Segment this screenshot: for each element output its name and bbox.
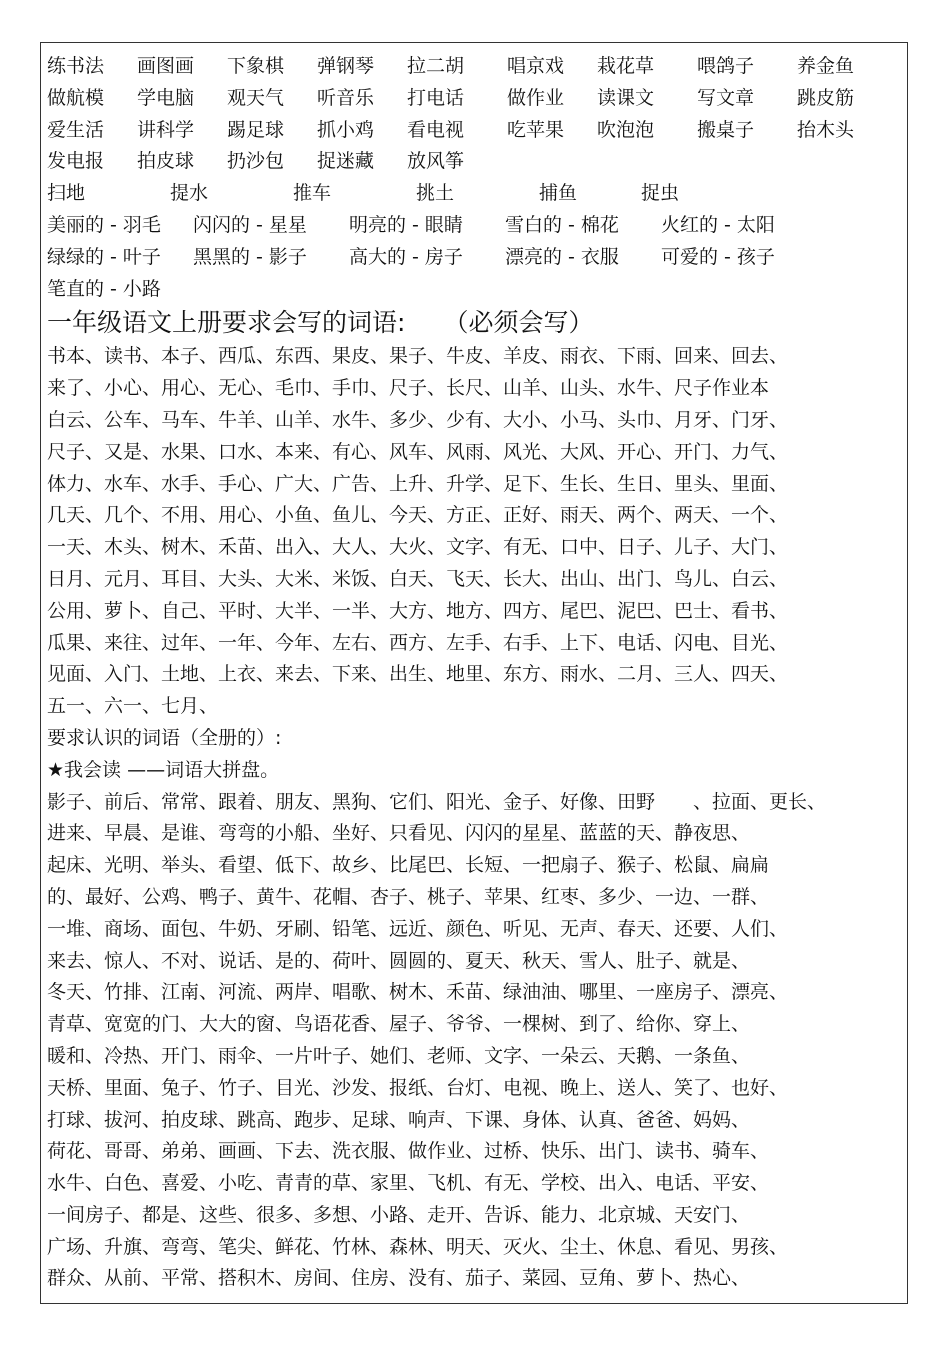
write-word-line: 体力、水车、水手、手心、广大、广告、上升、升学、足下、生长、生日、里头、里面、 bbox=[47, 472, 789, 495]
activity-word: 搬桌子 bbox=[697, 118, 755, 141]
write-word-line: 几天、几个、不用、用心、小鱼、鱼儿、今天、方正、正好、雨天、两个、两天、一个、 bbox=[47, 504, 789, 527]
activity-word: 讲科学 bbox=[137, 118, 195, 141]
recognize-word-list bbox=[47, 787, 903, 1296]
phrase-pair: 漂亮的 - 衣服 bbox=[505, 245, 619, 268]
activity-word: 拉二胡 bbox=[407, 55, 465, 77]
pair-row bbox=[47, 210, 903, 242]
adjective-noun-pairs bbox=[47, 210, 903, 305]
recognize-word-line: 青草、宽宽的门、大大的窗、鸟语花香、屋子、爷爷、一棵树、到了、给你、穿上、 bbox=[47, 1013, 751, 1036]
write-word-line: 五一、六一、七月、 bbox=[47, 695, 219, 718]
activity-word: 爱生活 bbox=[47, 118, 105, 141]
recognize-section-subtitle: ★我会读 ——词语大拼盘。 bbox=[47, 758, 280, 781]
activity-word: 喂鸽子 bbox=[697, 55, 755, 77]
phrase-pair: 美丽的 - 羽毛 bbox=[47, 213, 161, 236]
activity-word-grid bbox=[47, 51, 903, 178]
verb-word: 提水 bbox=[170, 182, 209, 205]
write-word-line: 尺子、又是、水果、口水、本来、有心、风车、风雨、风光、大风、开心、开门、力气、 bbox=[47, 440, 789, 463]
activity-word: 看电视 bbox=[407, 118, 465, 141]
activity-word: 练书法 bbox=[47, 55, 105, 77]
write-section-heading bbox=[47, 305, 903, 341]
verb-word: 捕鱼 bbox=[539, 182, 578, 205]
phrase-pair: 黑黑的 - 影子 bbox=[193, 245, 307, 268]
activity-word: 写文章 bbox=[697, 86, 755, 109]
recognize-word-line: 一堆、商场、面包、牛奶、牙刷、铅笔、远近、颜色、听见、无声、春天、还要、人们、 bbox=[47, 917, 789, 940]
recognize-word-line: 影子、前后、常常、跟着、朋友、黑狗、它们、阳光、金子、好像、田野 、拉面、更长、 bbox=[47, 790, 827, 813]
activity-word: 读课文 bbox=[597, 86, 655, 109]
activity-row bbox=[47, 83, 903, 115]
recognize-word-line: 打球、拔河、拍皮球、跳高、跑步、足球、响声、下课、身体、认真、爸爸、妈妈、 bbox=[47, 1108, 751, 1131]
verb-word: 推车 bbox=[293, 182, 332, 205]
activity-word: 拍皮球 bbox=[137, 150, 195, 173]
activity-word: 观天气 bbox=[227, 86, 285, 109]
pair-row bbox=[47, 274, 903, 306]
phrase-pair: 火红的 - 太阳 bbox=[661, 213, 775, 236]
recognize-word-line: 起床、光明、举头、看望、低下、故乡、比尾巴、长短、一把扇子、猴子、松鼠、扁扁 bbox=[47, 854, 770, 877]
write-word-line: 见面、入门、土地、上衣、来去、下来、出生、地里、东方、雨水、二月、三人、四天、 bbox=[47, 663, 789, 686]
write-word-line: 书本、读书、本子、西瓜、东西、果皮、果子、牛皮、羊皮、雨衣、下雨、回来、回去、 bbox=[47, 345, 789, 368]
pair-row bbox=[47, 242, 903, 274]
activity-word: 养金鱼 bbox=[797, 55, 855, 77]
phrase-pair: 雪白的 - 棉花 bbox=[505, 213, 619, 236]
activity-word: 发电报 bbox=[47, 150, 105, 173]
activity-word: 听音乐 bbox=[317, 86, 375, 109]
phrase-pair: 闪闪的 - 星星 bbox=[193, 213, 307, 236]
recognize-word-line: 水牛、白色、喜爱、小吃、青青的草、家里、飞机、有无、学校、出入、电话、平安、 bbox=[47, 1172, 770, 1195]
activity-word: 捉迷藏 bbox=[317, 150, 375, 173]
verb-word: 捉虫 bbox=[641, 182, 680, 205]
recognize-section-title: 要求认识的词语（全册的）: bbox=[47, 726, 282, 749]
phrase-pair: 可爱的 - 孩子 bbox=[661, 245, 775, 268]
recognize-word-line: 进来、早晨、是谁、弯弯的小船、坐好、只看见、闪闪的星星、蓝蓝的天、静夜思、 bbox=[47, 822, 751, 845]
verb-word-row bbox=[47, 178, 903, 210]
activity-word: 抓小鸡 bbox=[317, 118, 375, 141]
write-word-line: 日月、元月、耳目、大头、大米、米饭、白天、飞天、长大、出山、出门、鸟儿、白云、 bbox=[47, 567, 789, 590]
write-word-line: 白云、公车、马车、牛羊、山羊、水牛、多少、少有、大小、小马、头巾、月牙、门牙、 bbox=[47, 408, 789, 431]
verb-word: 扫地 bbox=[47, 182, 86, 205]
activity-word: 做作业 bbox=[507, 86, 565, 109]
activity-word: 下象棋 bbox=[227, 55, 285, 77]
recognize-word-line: 群众、从前、平常、搭积木、房间、住房、没有、茄子、菜园、豆角、萝卜、热心、 bbox=[47, 1267, 751, 1290]
activity-word: 抬木头 bbox=[797, 118, 855, 141]
write-word-line: 瓜果、来往、过年、一年、今年、左右、西方、左手、右手、上下、电话、闪电、目光、 bbox=[47, 631, 789, 654]
write-section-title: 一年级语文上册要求会写的词语: bbox=[47, 308, 406, 338]
phrase-pair: 高大的 - 房子 bbox=[349, 245, 463, 268]
document-content bbox=[47, 51, 903, 1295]
recognize-word-line: 荷花、哥哥、弟弟、画画、下去、洗衣服、做作业、过桥、快乐、出门、读书、骑车、 bbox=[47, 1140, 770, 1163]
activity-row bbox=[47, 115, 903, 147]
recognize-word-line: 的、最好、公鸡、鸭子、黄牛、花帽、杏子、桃子、苹果、红枣、多少、一边、一群、 bbox=[47, 885, 770, 908]
recognize-word-line: 天桥、里面、兔子、竹子、目光、沙发、报纸、台灯、电视、晚上、送人、笑了、也好、 bbox=[47, 1076, 789, 1099]
recognize-word-line: 一间房子、都是、这些、很多、多想、小路、走开、告诉、能力、北京城、天安门、 bbox=[47, 1203, 751, 1226]
phrase-pair: 绿绿的 - 叶子 bbox=[47, 245, 161, 268]
write-section-note: （必须会写） bbox=[443, 308, 594, 338]
recognize-word-line: 来去、惊人、不对、说话、是的、荷叶、圆圆的、夏天、秋天、雪人、肚子、就是、 bbox=[47, 949, 751, 972]
activity-word: 画图画 bbox=[137, 55, 195, 77]
recognize-word-line: 暖和、冷热、开门、雨伞、一片叶子、她们、老师、文字、一朵云、天鹅、一条鱼、 bbox=[47, 1044, 751, 1067]
write-word-line: 来了、小心、用心、无心、毛巾、手巾、尺子、长尺、山羊、山头、水牛、尺子作业本 bbox=[47, 377, 770, 400]
activity-word: 吃苹果 bbox=[507, 118, 565, 141]
activity-word: 踢足球 bbox=[227, 118, 285, 141]
activity-word: 弹钢琴 bbox=[317, 55, 375, 77]
write-word-line: 一天、木头、树木、禾苗、出入、大人、大火、文字、有无、口中、日子、儿子、大门、 bbox=[47, 536, 789, 559]
activity-word: 扔沙包 bbox=[227, 150, 285, 173]
activity-word: 做航模 bbox=[47, 86, 105, 109]
activity-row bbox=[47, 51, 903, 83]
activity-word: 唱京戏 bbox=[507, 55, 565, 77]
phrase-pair: 笔直的 - 小路 bbox=[47, 277, 161, 300]
activity-word: 栽花草 bbox=[597, 55, 655, 77]
activity-row bbox=[47, 146, 903, 178]
document-frame bbox=[40, 42, 908, 1304]
activity-word: 打电话 bbox=[407, 86, 465, 109]
recognize-word-line: 广场、升旗、弯弯、笔尖、鲜花、竹林、森林、明天、灭火、尘土、休息、看见、男孩、 bbox=[47, 1235, 789, 1258]
phrase-pair: 明亮的 - 眼睛 bbox=[349, 213, 463, 236]
recognize-word-line: 冬天、竹排、江南、河流、两岸、唱歌、树木、禾苗、绿油油、哪里、一座房子、漂亮、 bbox=[47, 981, 789, 1004]
write-word-line: 公用、萝卜、自己、平时、大半、一半、大方、地方、四方、尾巴、泥巴、巴士、看书、 bbox=[47, 599, 789, 622]
activity-word: 跳皮筋 bbox=[797, 86, 855, 109]
activity-word: 吹泡泡 bbox=[597, 118, 655, 141]
activity-word: 放风筝 bbox=[407, 150, 465, 173]
verb-word: 挑土 bbox=[416, 182, 455, 205]
activity-word: 学电脑 bbox=[137, 86, 195, 109]
write-word-list bbox=[47, 341, 903, 723]
verb-row bbox=[47, 178, 903, 210]
